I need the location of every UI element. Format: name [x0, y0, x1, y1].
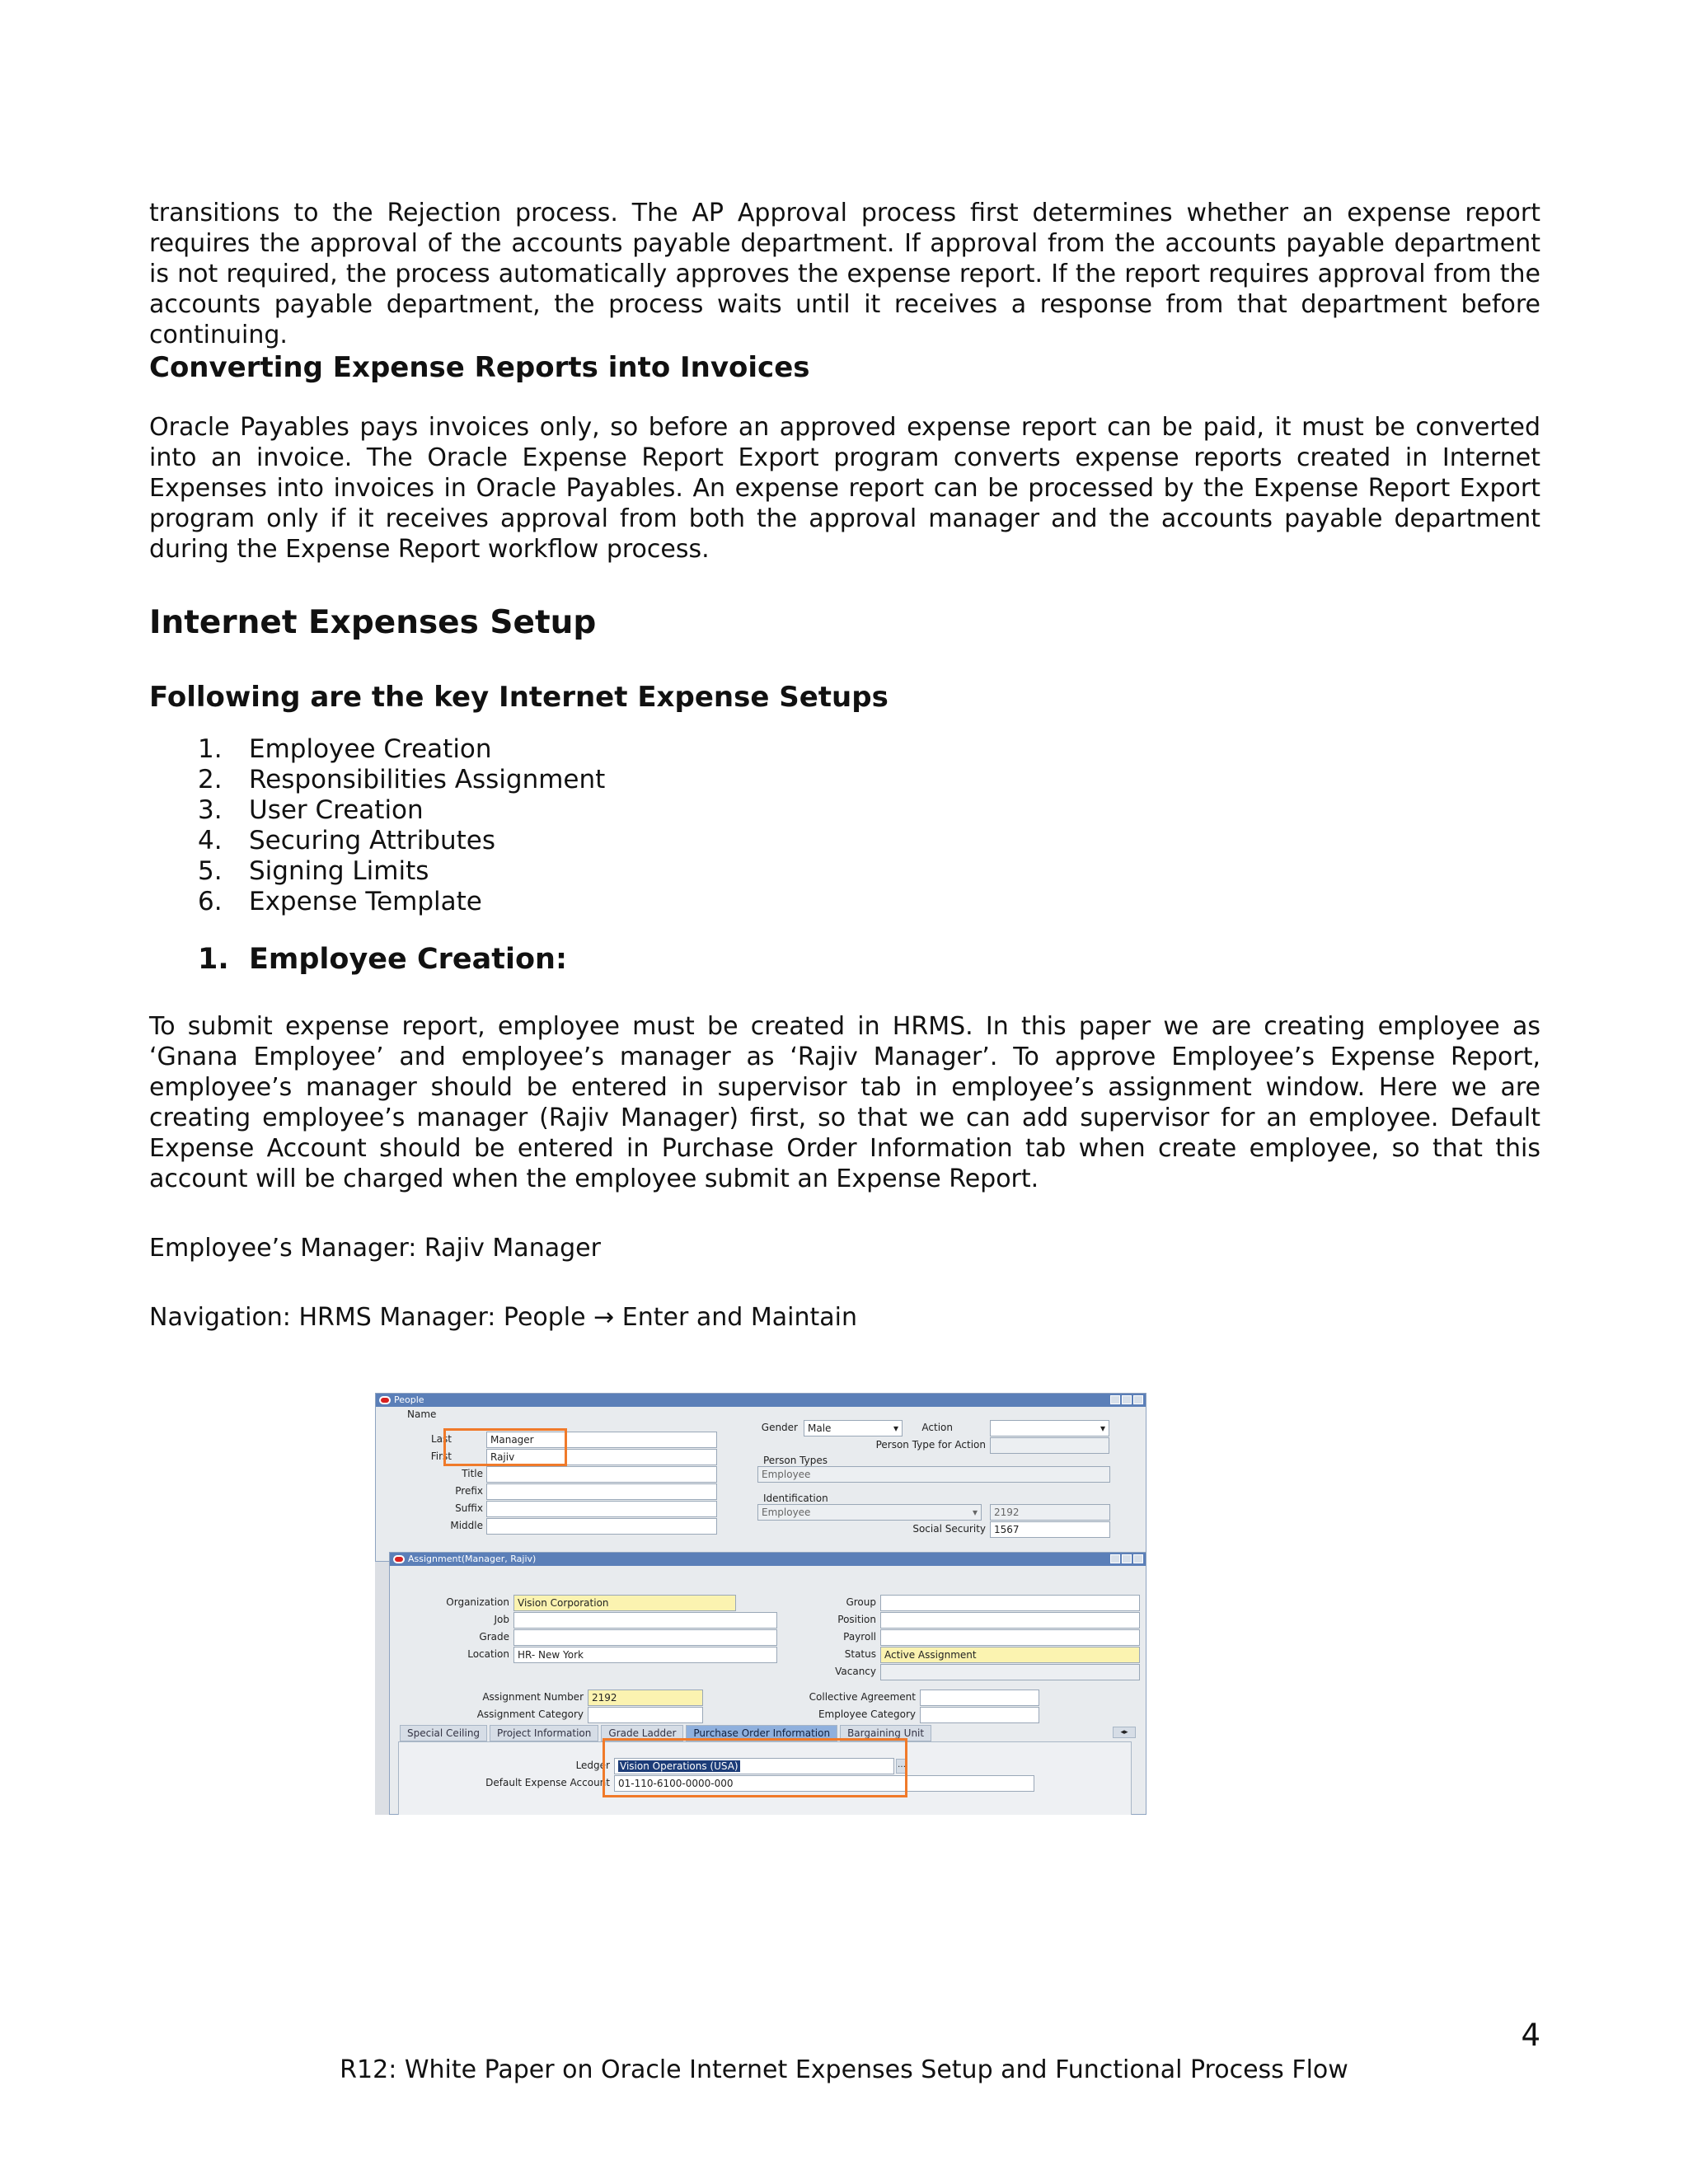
- chevron-down-icon: ▾: [893, 1422, 898, 1434]
- maximize-icon[interactable]: [1122, 1395, 1132, 1404]
- tab-bargaining-unit[interactable]: Bargaining Unit: [840, 1725, 931, 1741]
- middle-input[interactable]: [486, 1518, 717, 1535]
- list-item: 4. Securing Attributes: [198, 826, 496, 855]
- position-input[interactable]: [880, 1612, 1140, 1629]
- assignment-category-label: Assignment Category: [476, 1708, 584, 1720]
- assignment-window: [389, 1552, 1146, 1815]
- social-security-label: Social Security: [912, 1523, 986, 1535]
- employee-number-input[interactable]: 2192: [990, 1504, 1110, 1521]
- intro-paragraph: transitions to the Rejection process. The AP Approval process first determines whether an expense report requires the approval of the accounts payable department. If approval from the accounts payable department is not required, the process automatically approves the expense report. If the report requires approval from the accounts payable department, the process waits until it receives a response from that department before continuing.: [149, 199, 1540, 349]
- converting-paragraph: Oracle Payables pays invoices only, so before an approved expense report can be paid, it must be converted into an invoice. The Oracle Expense Report Export program converts expense reports created in Internet Expenses into invoices in Oracle Payables. An expense report can be processed by the Expense Report Export program only if it receives approval from both the approval manager and the accounts payable department during the Expense Report workflow process.: [149, 413, 1540, 564]
- job-label: Job: [494, 1614, 509, 1625]
- close-icon[interactable]: [1133, 1554, 1143, 1563]
- oracle-logo-icon: [379, 1396, 391, 1404]
- list-item: 1. Employee Creation: [198, 734, 492, 764]
- gender-label: Gender: [761, 1422, 798, 1433]
- payroll-label: Payroll: [843, 1631, 876, 1643]
- list-item: 2. Responsibilities Assignment: [198, 765, 606, 794]
- vacancy-input[interactable]: [880, 1664, 1140, 1680]
- employee-category-label: Employee Category: [818, 1708, 916, 1720]
- tab-grade-ladder[interactable]: Grade Ladder: [601, 1725, 683, 1741]
- identification-select[interactable]: Employee ▾: [757, 1504, 982, 1521]
- last-label: Last: [431, 1433, 452, 1445]
- chevron-down-icon: ▾: [972, 1507, 978, 1518]
- prefix-label: Prefix: [455, 1485, 483, 1497]
- person-type-action-label: Person Type for Action: [875, 1439, 986, 1451]
- oracle-forms-screenshot: [375, 1393, 1146, 1815]
- person-type-action-input[interactable]: [990, 1437, 1109, 1454]
- po-information-highlight: [603, 1738, 907, 1797]
- ledger-input[interactable]: Vision Operations (USA): [614, 1758, 894, 1774]
- navigation-line: Navigation: HRMS Manager: People → Enter and Maintain: [149, 1303, 857, 1332]
- collective-agreement-label: Collective Agreement: [809, 1691, 916, 1703]
- vacancy-label: Vacancy: [835, 1666, 876, 1677]
- action-select[interactable]: [990, 1420, 1109, 1436]
- suffix-label: Suffix: [455, 1502, 483, 1514]
- suffix-input[interactable]: [486, 1501, 717, 1517]
- name-group-label: Name: [407, 1408, 437, 1420]
- title-label: Title: [462, 1468, 483, 1479]
- list-item: 6. Expense Template: [198, 887, 482, 916]
- person-types-group-label: Person Types: [763, 1455, 828, 1466]
- setup-list: [149, 734, 1540, 917]
- social-security-input[interactable]: 1567: [990, 1521, 1110, 1538]
- employee-category-input[interactable]: [920, 1707, 1039, 1723]
- people-titlebar: People: [376, 1394, 1146, 1407]
- name-highlight: [443, 1428, 567, 1466]
- oracle-logo-icon: [393, 1555, 405, 1563]
- identification-group-label: Identification: [763, 1493, 828, 1504]
- default-expense-account-label: Default Expense Account: [485, 1777, 610, 1788]
- tab-special-ceiling[interactable]: Special Ceiling: [400, 1725, 487, 1741]
- manager-line: Employee’s Manager: Rajiv Manager: [149, 1234, 601, 1263]
- gender-select[interactable]: Male ▾: [804, 1420, 903, 1436]
- job-input[interactable]: [513, 1612, 777, 1629]
- collective-agreement-input[interactable]: [920, 1690, 1039, 1706]
- first-label: First: [430, 1451, 452, 1462]
- assignment-category-input[interactable]: [588, 1707, 703, 1723]
- list-item: 3. User Creation: [198, 795, 424, 825]
- converting-heading: Converting Expense Reports into Invoices: [149, 351, 810, 384]
- page-footer: R12: White Paper on Oracle Internet Expenses Setup and Functional Process Flow: [340, 2055, 1348, 2084]
- minimize-icon[interactable]: [1110, 1554, 1120, 1563]
- employee-creation-heading: 1. Employee Creation:: [198, 943, 567, 976]
- minimize-icon[interactable]: [1110, 1395, 1120, 1404]
- setup-heading: Internet Expenses Setup: [149, 604, 597, 641]
- organization-label: Organization: [446, 1596, 509, 1608]
- tab-project-information[interactable]: Project Information: [490, 1725, 598, 1741]
- chevron-down-icon: ▾: [1100, 1422, 1105, 1434]
- ledger-label: Ledger: [575, 1760, 610, 1771]
- person-types-input[interactable]: Employee: [757, 1466, 1110, 1483]
- location-label: Location: [467, 1648, 509, 1660]
- page-number: 4: [1521, 2018, 1540, 2053]
- maximize-icon[interactable]: [1122, 1554, 1132, 1563]
- grade-label: Grade: [479, 1631, 509, 1643]
- payroll-input[interactable]: [880, 1629, 1140, 1646]
- first-name-input[interactable]: Rajiv: [486, 1449, 717, 1465]
- tab-scroll-icon[interactable]: ◂▸: [1113, 1727, 1136, 1738]
- prefix-input[interactable]: [486, 1483, 717, 1500]
- employee-creation-paragraph: To submit expense report, employee must be created in HRMS. In this paper we are creating employee as ‘Gnana Employee’ and employee’s manager as ‘Rajiv Manager’. To approve Employee’s Expense Report, employee’s manager should be entered in supervisor tab in employee’s assignment window. Here we are creating employee’s manager (Rajiv Manager) first, so that we can add supervisor for an employee. Default Expense Account should be entered in Purchase Order Information tab when create employee, so that this account will be charged when the employee submit an Expense Report.: [149, 1012, 1540, 1193]
- ledger-lov-icon[interactable]: …: [896, 1759, 907, 1774]
- position-label: Position: [837, 1614, 876, 1625]
- title-input[interactable]: [486, 1466, 717, 1483]
- grade-input[interactable]: [513, 1629, 777, 1646]
- status-input[interactable]: Active Assignment: [880, 1647, 1140, 1663]
- assignment-number-label: Assignment Number: [482, 1691, 584, 1703]
- status-label: Status: [844, 1648, 876, 1660]
- organization-input[interactable]: Vision Corporation: [513, 1595, 736, 1611]
- location-input[interactable]: HR- New York: [513, 1647, 777, 1663]
- document-body: [149, 198, 1540, 1333]
- group-input[interactable]: [880, 1595, 1140, 1611]
- assignment-number-input[interactable]: 2192: [588, 1690, 703, 1706]
- list-item: 5. Signing Limits: [198, 856, 429, 886]
- tab-purchase-order-information[interactable]: Purchase Order Information: [686, 1725, 837, 1741]
- default-expense-account-input[interactable]: 01-110-6100-0000-000: [614, 1775, 1034, 1792]
- group-label: Group: [846, 1596, 876, 1608]
- middle-label: Middle: [450, 1520, 483, 1531]
- last-name-input[interactable]: Manager: [486, 1432, 717, 1448]
- people-window: [375, 1393, 1146, 1562]
- setup-subheading: Following are the key Internet Expense Setups: [149, 681, 889, 714]
- close-icon[interactable]: [1133, 1395, 1143, 1404]
- assignment-titlebar: Assignment(Manager, Rajiv): [390, 1553, 1146, 1566]
- action-label: Action: [921, 1422, 953, 1433]
